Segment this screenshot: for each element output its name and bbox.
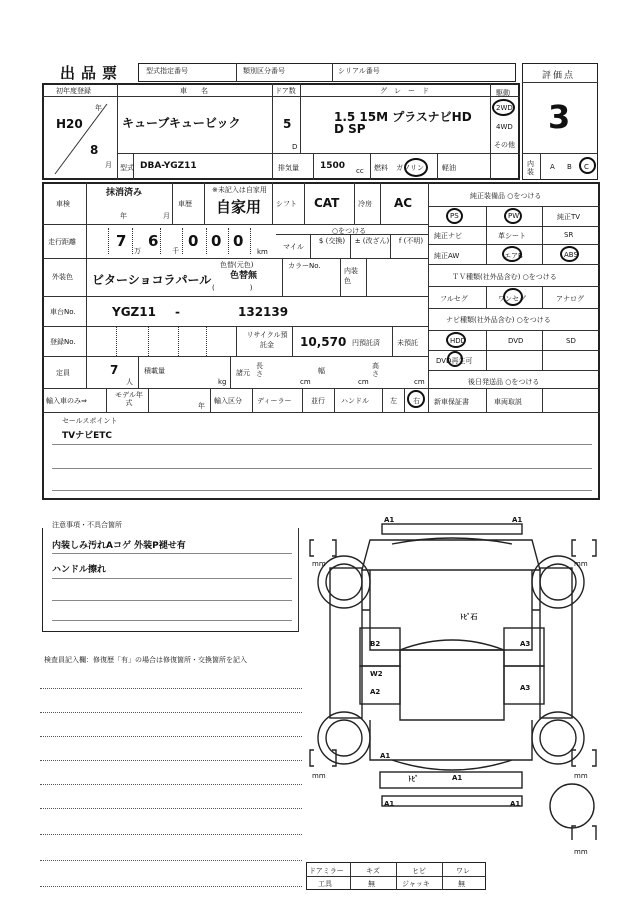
dims-height: 高さ [372, 362, 379, 378]
opt-ps-circle [446, 208, 463, 224]
opt-ps: PS [450, 212, 459, 220]
diag-mm-fl: mm [312, 560, 326, 568]
mileage-digit-4: 0 [211, 232, 222, 250]
ac-value: AC [394, 196, 413, 210]
mileage-digit-3: 0 [188, 232, 199, 250]
footer-tools: 工具 [318, 880, 332, 888]
evaluation-score: 3 [548, 98, 571, 136]
import-label: 輸入車のみ⇒ [46, 397, 87, 405]
interior-a: A [550, 163, 555, 171]
mileage-swap: $ (交換) [318, 237, 346, 245]
inspection-year-char: 年 [120, 212, 127, 220]
displacement-value: 1500 [320, 161, 346, 171]
fuel-gasoline: ガソリン [396, 164, 424, 172]
footer-door-mirror: ドアミラー [309, 867, 344, 875]
interior-color-label: 内装色 [344, 267, 358, 285]
footer-jack: ジャッキ [402, 880, 430, 888]
model-cert-label: 型式指定番号 [146, 67, 188, 75]
shift-value: CAT [314, 196, 340, 210]
displacement-label: 排気量 [278, 164, 299, 172]
diag-mark-rear-bumper-right: A1 [510, 800, 521, 808]
later-title: 後日発送品 ○をつける [468, 378, 540, 386]
first-registration-label: 初年度登録 [56, 87, 91, 95]
opt-abs: ABS [564, 251, 578, 259]
notes-label: 注意事項・不具合箇所 [52, 521, 122, 529]
car-name-label: 車 名 [180, 87, 208, 95]
navi-hdd-circle [446, 332, 466, 348]
import-type: 輸入区分 [214, 397, 242, 405]
mileage-man: 万 [134, 247, 141, 255]
color-paren: ( ) [212, 284, 253, 292]
later-manual: 車両取説 [494, 398, 522, 406]
import-year-char: 年 [198, 402, 205, 410]
recycle-unpaid: 未預託 [397, 339, 418, 347]
capacity-label: 定員 [56, 369, 70, 377]
mileage-digit-1: 7 [116, 232, 127, 250]
opt-abs-circle [560, 246, 579, 262]
history-note: ※未記入は自家用 [212, 186, 267, 194]
opt-pw-circle [504, 208, 522, 224]
color-original-value: 色替無 [230, 271, 258, 281]
serial-number-label: シリアル番号 [338, 67, 380, 75]
dims-label: 諸元 [236, 369, 250, 377]
inspection-label: 車検 [56, 200, 70, 208]
model-label: 型式 [120, 164, 134, 172]
diag-mark-front-right: A1 [512, 516, 523, 524]
drive-2wd: 2WD [496, 104, 513, 112]
fuel-circle [404, 158, 428, 177]
drive-2wd-circle [492, 99, 515, 116]
mileage-label: 走行距離 [48, 238, 76, 246]
mileage-km: km [257, 248, 268, 256]
document-title: 出品票 [60, 64, 124, 82]
inspector-label: 検査員記入欄：修復歴「有」の場合は修復箇所・交換箇所を記入 [44, 656, 247, 664]
load-kg: kg [218, 378, 227, 386]
load-label: 積載量 [144, 367, 165, 375]
year-char: 年 [95, 104, 102, 112]
diag-mm-rl: mm [312, 772, 326, 780]
chassis-value1: YGZ11 [112, 305, 156, 319]
diag-mark-front-left: A1 [384, 516, 395, 524]
mileage-digit-5: 0 [233, 232, 244, 250]
diag-mark-rear-bumper-left: A1 [384, 800, 395, 808]
tv-one: ワンセグ [498, 295, 526, 303]
tv-one-circle [503, 288, 523, 306]
drive-label: 駆動 [496, 89, 510, 97]
opt-tv: 純正TV [557, 213, 581, 221]
navi-title: ナビ種類(社外品含む) ○をつける [446, 316, 551, 324]
opt-airbag: エアB [504, 252, 523, 260]
model-value: DBA-YGZ11 [140, 161, 197, 171]
import-dealer: ディーラー [257, 397, 292, 405]
dvd-playback: DVD再生可 [436, 357, 473, 365]
interior-circle [579, 157, 596, 174]
capacity-unit: 人 [126, 378, 133, 386]
navi-hdd: HDD [450, 337, 467, 345]
diag-mark-rear-left: A1 [380, 752, 391, 760]
diag-mm-rr: mm [574, 772, 588, 780]
tv-full: フルセグ [440, 295, 468, 303]
header-codes-box [138, 63, 516, 82]
footer-tools-value: 無 [368, 880, 375, 888]
genuine-title: 純正装備品 ○をつける [470, 192, 542, 200]
fuel-label: 燃料 [374, 164, 388, 172]
diag-mark-left-rear-door-w: W2 [370, 670, 383, 678]
fuel-light-oil: 軽油 [442, 164, 456, 172]
navi-dvd: DVD [508, 337, 524, 345]
first-registration-month: 8 [90, 143, 99, 157]
dims-length: 長さ [256, 362, 263, 378]
import-parallel: 並行 [311, 397, 325, 405]
first-registration-year: H20 [56, 117, 83, 131]
doors-label: ドア数 [275, 87, 296, 95]
import-model-year: モデル年式 [115, 391, 143, 407]
diag-mark-rear-glass: ﾄﾋﾞ [408, 775, 419, 783]
dims-width-cm: cm [358, 378, 369, 386]
diag-mark-rear-center: A1 [452, 774, 463, 782]
chassis-label: 車台No. [50, 308, 76, 316]
opt-leather: 革シート [498, 232, 526, 240]
class-number-label: 類別区分番号 [243, 67, 285, 75]
diag-mark-right-rear-door: A3 [520, 684, 531, 692]
recycle-unit: 円預託済 [352, 339, 380, 347]
inspection-status: 抹消済み [106, 188, 143, 198]
footer-scratch: キズ [366, 867, 380, 875]
mileage-alter: ± (改ざん) [354, 237, 390, 245]
sales-point-text: TVナビETC [62, 431, 112, 441]
dims-length-cm: cm [300, 378, 311, 386]
dims-width: 幅 [318, 367, 325, 375]
later-warranty: 新車保証書 [434, 398, 469, 406]
mileage-sen: 千 [172, 247, 179, 255]
import-handle: ハンドル [341, 397, 369, 405]
mileage-mile: マイル [283, 243, 304, 251]
mileage-unknown: f (不明) [398, 237, 424, 245]
month-char: 月 [105, 161, 112, 169]
diag-mark-right-front-door: A3 [520, 640, 531, 648]
recycle-label: リサイクル預託金 [246, 331, 288, 349]
shift-label: シフト [276, 200, 297, 208]
cc-unit: cc [356, 167, 364, 175]
inspection-month-char: 月 [163, 212, 170, 220]
doors-value: 5 [283, 117, 292, 131]
interior-b: B [567, 163, 572, 171]
tv-title: ＴＶ種類(社外品含む) ○をつける [452, 273, 557, 281]
ac-label: 冷房 [358, 200, 372, 208]
notes-line1: 内装しみ汚れAコゲ 外装P褪せ有 [52, 541, 186, 551]
footer-crack: ヒビ [412, 867, 426, 875]
diagonal-slash [52, 100, 112, 178]
opt-sr: SR [564, 231, 574, 239]
footer-break: ワレ [456, 867, 470, 875]
diag-mm-spare: mm [574, 848, 588, 856]
capacity-value: 7 [110, 363, 119, 377]
drive-4wd: 4WD [496, 123, 513, 131]
interior-c: C [584, 163, 589, 171]
mileage-digit-2: 6 [148, 232, 159, 250]
door-d-char: D [292, 143, 298, 151]
navi-sd: SD [566, 337, 576, 345]
history-label: 車歴 [178, 200, 192, 208]
interior-label: 内装 [527, 160, 534, 176]
color-value: ビターショコラパール [92, 273, 212, 287]
notes-line2: ハンドル擦れ [52, 565, 107, 575]
evaluation-label: 評価点 [542, 71, 576, 81]
diag-mark-left-rear-door-a: A2 [370, 688, 381, 696]
recycle-value: 10,570 [300, 335, 347, 349]
history-value: 自家用 [216, 198, 262, 216]
handle-right-circle [407, 390, 425, 408]
grade-label: グ レ ー ド [380, 87, 429, 95]
import-left: 左 [390, 397, 397, 405]
import-right: 右 [413, 397, 420, 405]
drive-other: その他 [494, 141, 515, 149]
opt-aw: 純正AW [434, 252, 460, 260]
opt-pw: PW [508, 212, 520, 220]
mileage-circle-note: ○をつける [332, 227, 367, 235]
chassis-dash: - [175, 305, 180, 319]
registration-label: 登録No. [50, 338, 76, 346]
color-label: 外装色 [52, 273, 73, 281]
opt-airbag-circle [502, 246, 522, 262]
sales-point-label: セールスポイント [62, 417, 118, 425]
footer-jack-value: 無 [458, 880, 465, 888]
tv-analog: アナログ [556, 295, 584, 303]
dvd-playback-circle [447, 351, 463, 367]
color-original-label: 色替(元色) [220, 261, 254, 269]
chassis-value2: 132139 [238, 305, 289, 319]
color-no-label: カラーNo. [288, 262, 321, 270]
diag-mm-fr: mm [574, 560, 588, 568]
dims-height-cm: cm [414, 378, 425, 386]
diag-mark-hood: ﾄﾋﾞ石 [460, 613, 478, 621]
car-name: キューブキュービック [122, 116, 241, 130]
diag-mark-left-front-door: B2 [370, 640, 381, 648]
grade-line1: 1.5 15M プラスナビHD [334, 110, 472, 124]
car-damage-diagram [300, 510, 620, 840]
opt-navi: 純正ナビ [434, 232, 462, 240]
grade-line2: D SP [334, 122, 366, 136]
